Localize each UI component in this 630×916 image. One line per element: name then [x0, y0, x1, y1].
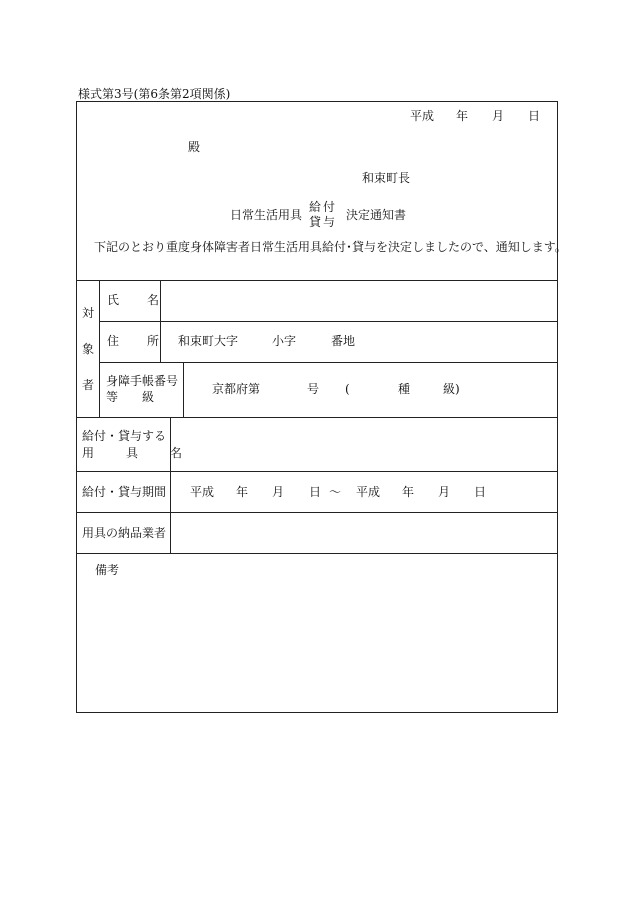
date-era: 平成: [410, 109, 435, 123]
address-part-koaza: 小字: [272, 334, 297, 348]
divider-supplier: [76, 553, 558, 554]
subject-group-divider: [99, 280, 100, 417]
lower-label-divider: [170, 417, 171, 553]
handbook-part-type: 種: [398, 382, 411, 396]
divider-header: [76, 280, 558, 281]
period-end-month: 月: [438, 485, 451, 499]
period-end-era: 平成: [356, 485, 381, 499]
title-right: 決定通知書: [346, 208, 407, 222]
form-number: 様式第3号(第6条第2項関係): [78, 87, 231, 101]
body-text: 下記のとおり重度身体障害者日常生活用具給付･貸与を決定しましたので、通知します。: [94, 240, 567, 254]
subject-group-char-2: 象: [82, 342, 95, 356]
address-label: 住 所: [107, 334, 168, 348]
period-label: 給付・貸与期間: [82, 485, 167, 499]
address-part-banchi: 番地: [331, 334, 356, 348]
period-start-day: 日: [309, 485, 322, 499]
divider-equipment: [76, 471, 558, 472]
handbook-label-divider: [183, 362, 184, 417]
period-start-year: 年: [236, 485, 249, 499]
equipment-label-top: 給付・貸与する: [82, 429, 167, 443]
period-separator: 〜: [329, 485, 342, 499]
divider-name: [99, 321, 558, 322]
handbook-part-number: 号: [307, 382, 320, 396]
address-part-town: 和束町大字: [178, 334, 239, 348]
date-month: 月: [492, 109, 505, 123]
title-stack-bottom: 貸与: [309, 215, 338, 229]
period-start-era: 平成: [190, 485, 215, 499]
equipment-label-bottom: 用 具 名: [82, 446, 193, 460]
handbook-label-top: 身障手帳番号: [106, 374, 179, 388]
divider-subject: [76, 417, 558, 418]
period-start-month: 月: [272, 485, 285, 499]
issuer: 和束町長: [362, 171, 411, 185]
handbook-part-grade: 級): [443, 382, 460, 396]
handbook-part-paren: (: [345, 382, 350, 396]
name-label: 氏 名: [107, 293, 168, 307]
period-end-day: 日: [474, 485, 487, 499]
handbook-part-prefecture: 京都府第: [212, 382, 261, 396]
date-year: 年: [456, 109, 469, 123]
remarks-label: 備考: [95, 563, 120, 577]
subject-group-char-1: 対: [82, 306, 95, 320]
period-end-year: 年: [402, 485, 415, 499]
handbook-label-bottom: 等 級: [106, 390, 155, 404]
form-frame: [76, 101, 558, 713]
addressee-suffix: 殿: [188, 140, 201, 154]
supplier-label: 用具の納品業者: [82, 526, 167, 540]
divider-address: [99, 362, 558, 363]
title-left: 日常生活用具: [230, 208, 303, 222]
subject-group-char-3: 者: [82, 378, 95, 392]
title-stack-top: 給付: [309, 200, 338, 214]
divider-period: [76, 512, 558, 513]
date-day: 日: [528, 109, 541, 123]
